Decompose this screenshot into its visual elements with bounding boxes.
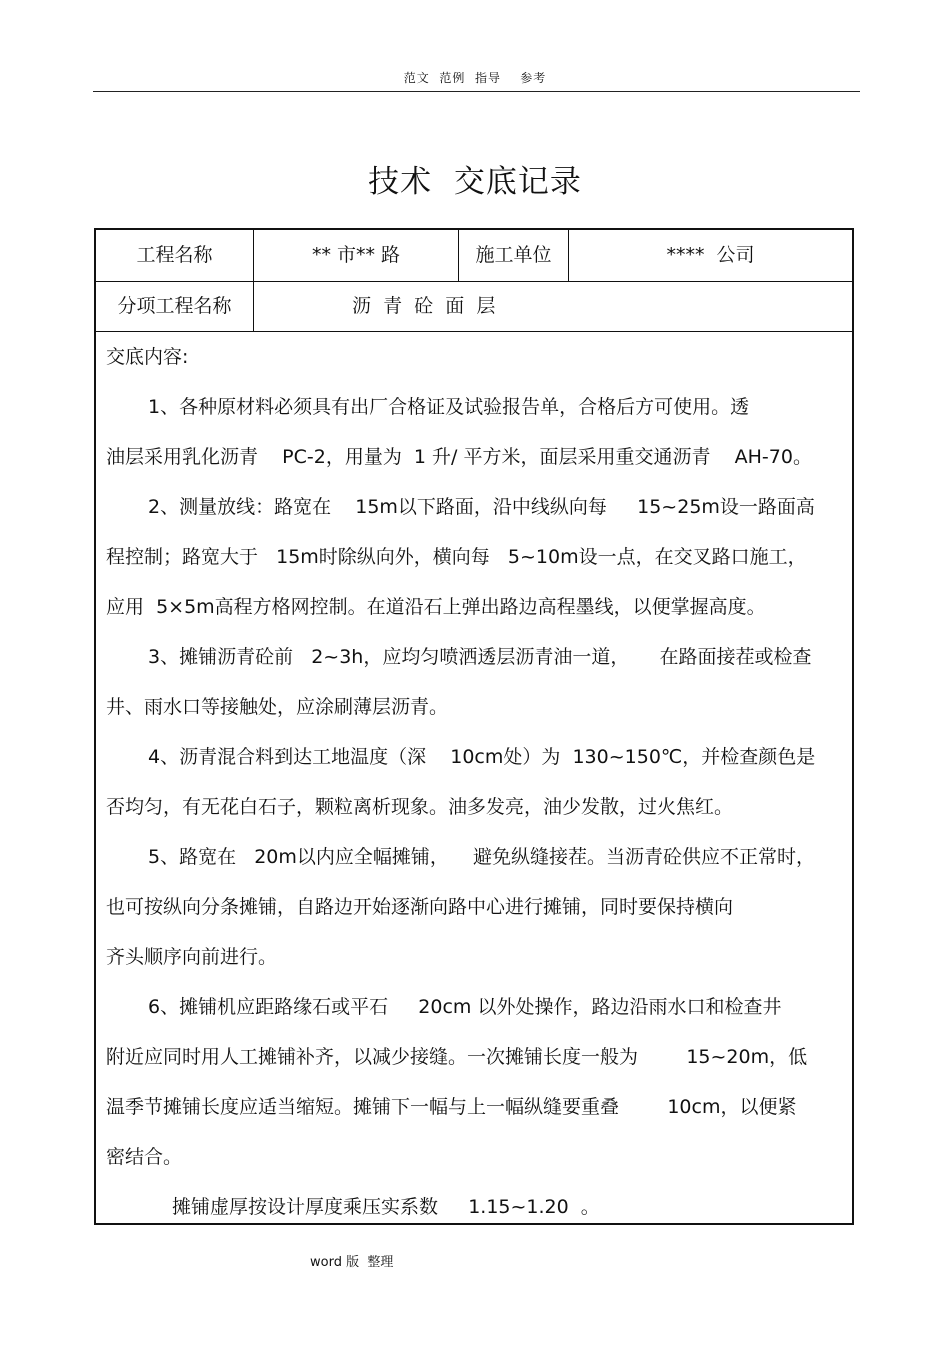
- construction-unit-value: **** 公司: [666, 244, 755, 266]
- content-line: 3、摊铺沥青砼前 2~3h，应均匀喷洒透层沥青油一道， 在路面接茬或检查: [148, 646, 812, 668]
- content-line: 否均匀，有无花白石子，颗粒离析现象。油多发亮，油少发散，过火焦红。: [106, 796, 734, 818]
- content-line: 密结合。: [106, 1146, 183, 1168]
- disclosure-table: [94, 228, 854, 1225]
- header-divider: [93, 91, 860, 92]
- page-header: 范文 范例 指导 参考: [403, 71, 547, 85]
- content-line: 摊铺虚厚按设计厚度乘压实系数 1.15~1.20 。: [172, 1196, 600, 1218]
- content-line: 井、雨水口等接触处，应涂刷薄层沥青。: [106, 696, 449, 718]
- subitem-name-label: 分项工程名称: [117, 295, 232, 317]
- page-title: 技术 交底记录: [368, 164, 582, 200]
- content-line: 也可按纵向分条摊铺，自路边开始逐渐向路中心进行摊铺，同时要保持横向: [106, 896, 734, 918]
- content-line: 程控制；路宽大于 15m时除纵向外，横向每 5~10m设一点，在交叉路口施工，: [106, 546, 807, 568]
- content-heading: 交底内容:: [106, 346, 189, 368]
- content-line: 2、测量放线：路宽在 15m以下路面，沿中线纵向每 15~25m设一路面高: [148, 496, 815, 518]
- content-line: 齐头顺序向前进行。: [106, 946, 278, 968]
- content-line: 温季节摊铺长度应适当缩短。摊铺下一幅与上一幅纵缝要重叠 10cm，以便紧: [106, 1096, 797, 1118]
- content-line: 5、路宽在 20m以内应全幅摊铺， 避免纵缝接茬。当沥青砼供应不正常时，: [148, 846, 816, 868]
- content-line: 6、摊铺机应距路缘石或平石 20cm 以外处操作，路边沿雨水口和检查井: [148, 996, 782, 1018]
- content-line: 应用 5×5m高程方格网控制。在道沿石上弹出路边高程墨线，以便掌握高度。: [106, 596, 766, 618]
- disclosure-content: [106, 332, 846, 1232]
- project-name-label: 工程名称: [136, 244, 213, 266]
- subitem-name-value: 沥 青 砼 面 层: [352, 295, 496, 317]
- content-line: 附近应同时用人工摊铺补齐，以减少接缝。一次摊铺长度一般为 15~20m，低: [106, 1046, 808, 1068]
- project-name-value: ** 市** 路: [311, 244, 401, 266]
- construction-unit-label: 施工单位: [475, 244, 552, 266]
- page-footer: word 版 整理: [310, 1255, 394, 1270]
- content-line: 油层采用乳化沥青 PC-2，用量为 1 升/ 平方米，面层采用重交通沥青 AH-70。: [106, 446, 812, 468]
- content-line: 4、沥青混合料到达工地温度（深 10cm处）为 130~150℃，并检查颜色是: [148, 746, 816, 768]
- content-line: 1、各种原材料必须具有出厂合格证及试验报告单，合格后方可使用。透: [148, 396, 750, 418]
